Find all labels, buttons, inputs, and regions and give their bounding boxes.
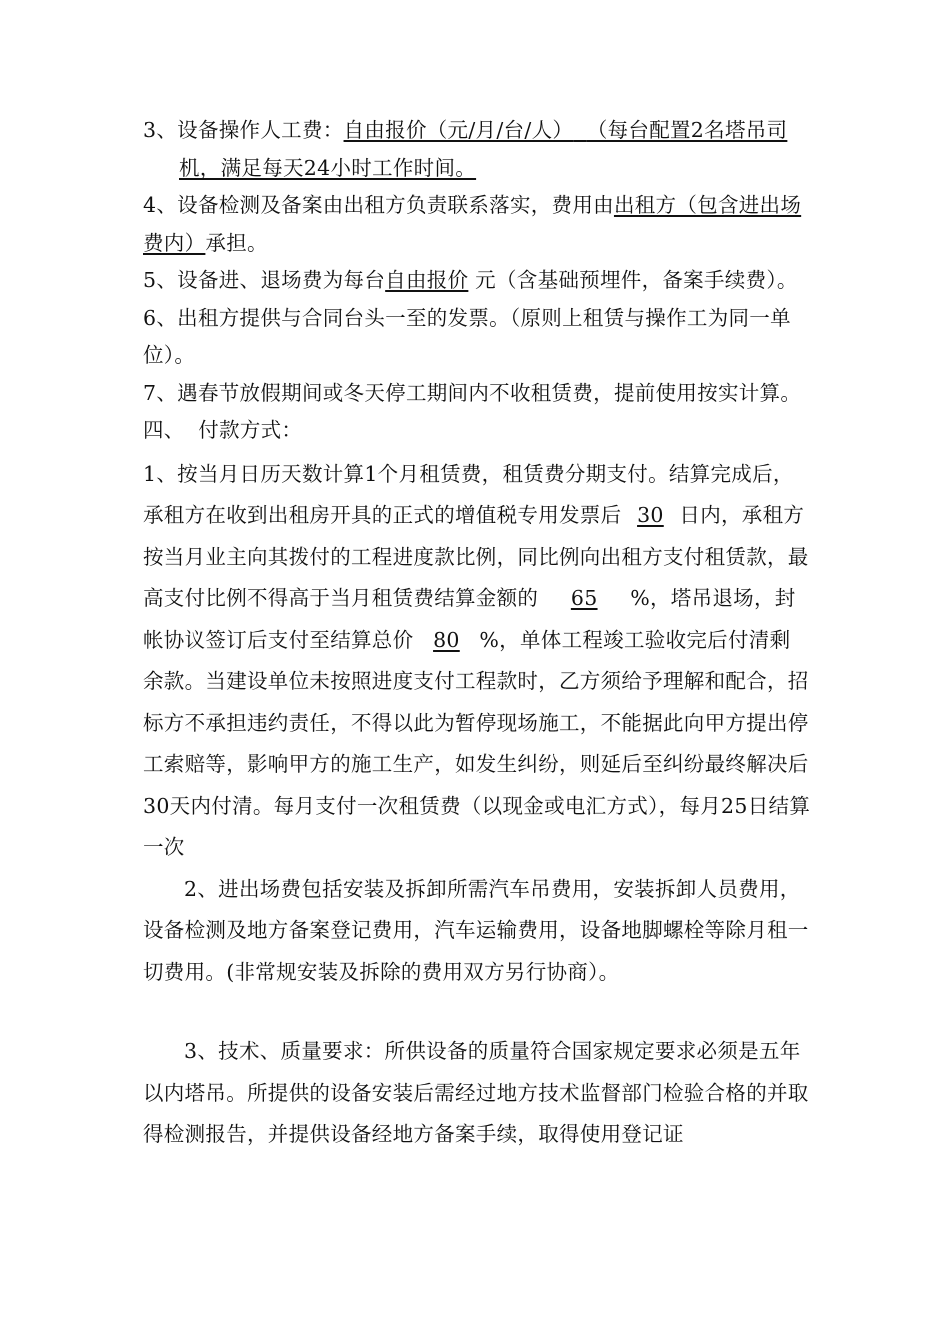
clause-4-prefix: 4、设备检测及备案由出租方负责联系落实，费用由 (143, 193, 614, 217)
clause-3-gap (573, 118, 587, 142)
clause-4-party-underline: 出租方（包含进出场费内） (143, 193, 802, 255)
clause-3-operator-fee (143, 112, 811, 187)
clause-4-inspection (143, 187, 811, 262)
clause-6-invoice: 6、出租方提供与合同台头一至的发票。（原则上租赁与操作工为同一单位）。 (143, 305, 791, 367)
payment-percent-2-blank: 80 (433, 627, 460, 652)
payment-clause-1 (143, 454, 811, 869)
payment-days-blank: 30 (637, 503, 664, 527)
payment-1-text-a: 1、按当月日历天数计算1个月租赁费，租赁费分期支付。结算完成后，承租方在收到出租房开具的正式的增值税专用发票后 (143, 461, 794, 527)
payment-1-text-c: %，塔吊退场，封帐协议签订后支付至结算总价 (143, 586, 796, 652)
document-body (143, 112, 811, 1156)
clause-7-holiday: 7、遇春节放假期间或冬天停工期间内不收租赁费，提前使用按实计算。 (143, 380, 802, 405)
clause-5-price-underline: 自由报价 (385, 268, 469, 292)
clause-3-prefix: 3、设备操作人工费： (143, 118, 344, 142)
clause-4-suffix: 承担。 (205, 230, 268, 255)
paragraph-spacer (143, 993, 811, 1031)
payment-1-text-b: 日内，承租方按当月业主向其拨付的工程进度款比例，同比例向出租方支付租赁款，最高支付比例不得高于当月租赁费结算金额的 (143, 503, 809, 610)
payment-clause-2: 2、进出场费包括安装及拆卸所需汽车吊费用，安装拆卸人员费用，设备检测及地方备案登记费用，汽车运输费用，设备地脚螺栓等除月租一切费用。(非常规安装及拆除的费用双方另行协商）。 (143, 876, 809, 984)
clause-5-entry-exit-fee (143, 262, 811, 300)
clause-5-prefix: 5、设备进、退场费为每台 (143, 268, 386, 292)
payment-percent-1-blank: 65 (570, 586, 598, 610)
payment-1-text-d: %，单体工程竣工验收完后付清剩余款。当建设单位未按照进度支付工程款时，乙方须给予理解和配合，招标方不承担违约责任，不得以此为暂停现场施工，不能据此向甲方提出停工索赔等，影响甲方的施工生产，如发生纠纷，则延后至纠纷最终解决后30天内付清。每月支付一次租赁费（以现金或电汇方式），每月25日结算一次 (143, 627, 811, 859)
section-4-heading: 四、 付款方式： (143, 418, 303, 442)
clause-5-suffix: 元（含基础预埋件，备案手续费）。 (468, 268, 798, 292)
payment-clause-3-quality: 3、技术、质量要求：所供设备的质量符合国家规定要求必须是五年以内塔吊。所提供的设备安装后需经过地方技术监督部门检验合格的并取得检测报告，并提供设备经地方备案手续，取得使用登记证 (143, 1039, 809, 1146)
clause-3-price-underline: 自由报价（元/月/台/人） (343, 118, 574, 142)
clause-3-staffing-underline: （每台配置2名塔吊司机，满足每天24小时工作时间。 (179, 118, 788, 180)
